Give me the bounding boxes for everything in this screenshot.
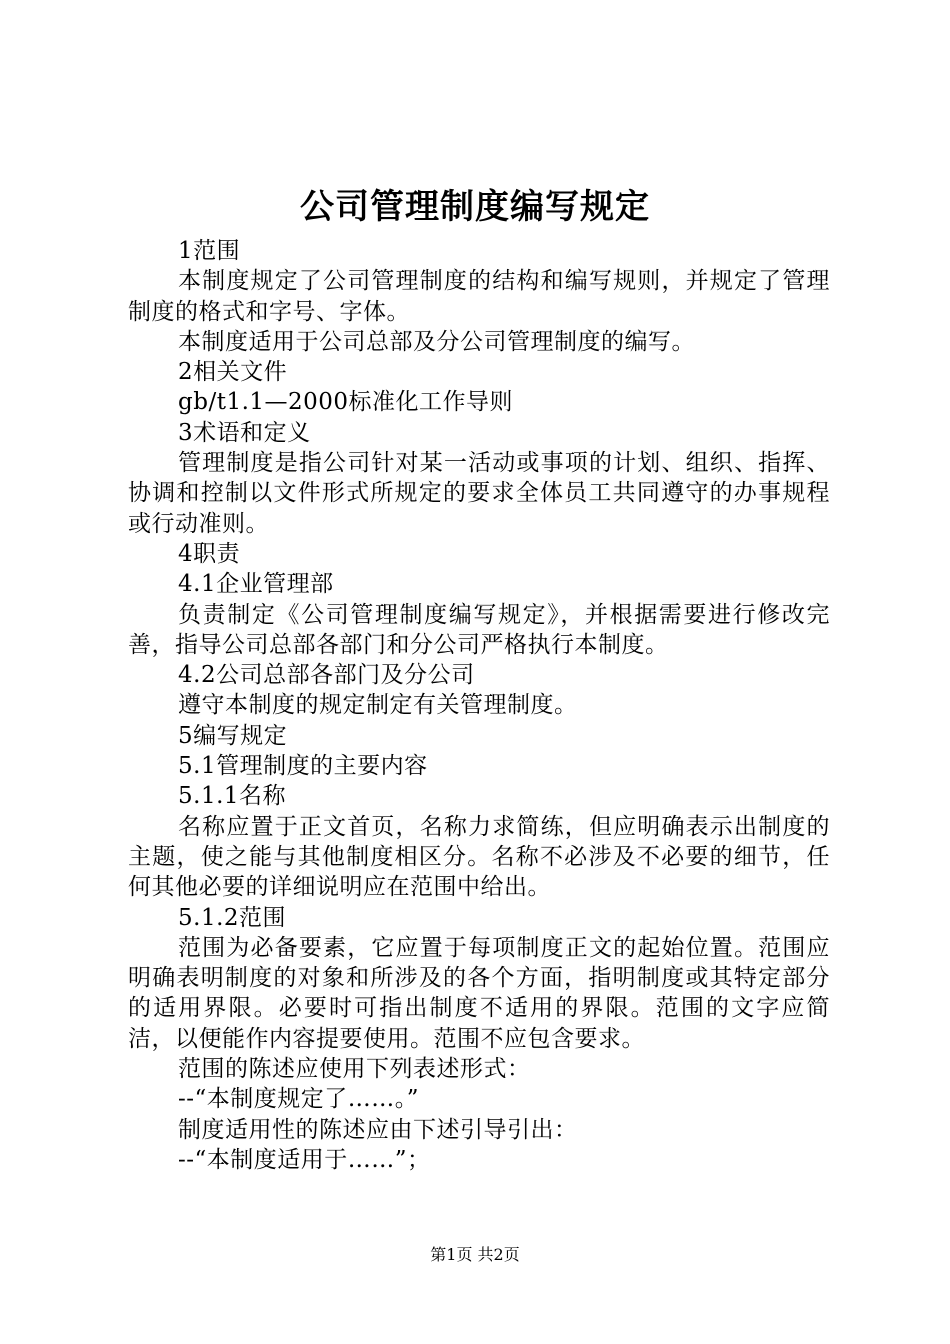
document-body xyxy=(128,236,830,1175)
paragraph: 遵守本制度的规定制定有关管理制度。 xyxy=(178,692,578,719)
paragraph: 5编写规定 xyxy=(178,722,288,749)
paragraph: 1范围 xyxy=(178,238,241,264)
paragraph: 范围的陈述应使用下列表述形式： xyxy=(178,1056,531,1083)
paragraph: 4.1企业管理部 xyxy=(178,571,334,598)
paragraph: 制度适用性的陈述应由下述引导引出： xyxy=(178,1116,578,1143)
paragraph: 本制度规定了公司管理制度的结构和编写规则，并规定了管理制度的格式和字号、字体。 xyxy=(128,268,830,325)
paragraph: 4职责 xyxy=(178,540,241,567)
paragraph: --“本制度规定了……。” xyxy=(178,1086,420,1113)
document-title: 公司管理制度编写规定 xyxy=(300,187,650,227)
paragraph: 范围为必备要素，它应置于每项制度正文的起始位置。范围应明确表明制度的对象和所涉及的各个方面，指明制度或其特定部分的适用界限。必要时可指出制度不适用的界限。范围的文字应简洁，以便能作内容提要使用。范围不应包含要求。 xyxy=(128,934,830,1052)
paragraph: 4.2公司总部各部门及分公司 xyxy=(178,662,475,689)
paragraph: 负责制定《公司管理制度编写规定》，并根据需要进行修改完善，指导公司总部各部门和分公司严格执行本制度。 xyxy=(128,601,830,658)
paragraph: 名称应置于正文首页，名称力求简练，但应明确表示出制度的主题，使之能与其他制度相区分。名称不必涉及不必要的细节，任何其他必要的详细说明应在范围中给出。 xyxy=(128,813,830,901)
paragraph: 2相关文件 xyxy=(178,359,288,386)
paragraph: 本制度适用于公司总部及分公司管理制度的编写。 xyxy=(178,328,695,355)
paragraph: 3术语和定义 xyxy=(178,419,311,446)
paragraph: 管理制度是指公司针对某一活动或事项的计划、组织、指挥、协调和控制以文件形式所规定的要求全体员工共同遵守的办事规程或行动准则。 xyxy=(128,450,830,537)
paragraph: 5.1管理制度的主要内容 xyxy=(178,753,428,780)
page-footer: 第1页 共2页 xyxy=(430,1245,520,1264)
paragraph: gb/t1.1—2000标准化工作导则 xyxy=(178,389,514,416)
paragraph: 5.1.2范围 xyxy=(178,904,287,931)
paragraph: --“本制度适用于……”； xyxy=(178,1146,431,1173)
paragraph: 5.1.1名称 xyxy=(178,783,287,810)
